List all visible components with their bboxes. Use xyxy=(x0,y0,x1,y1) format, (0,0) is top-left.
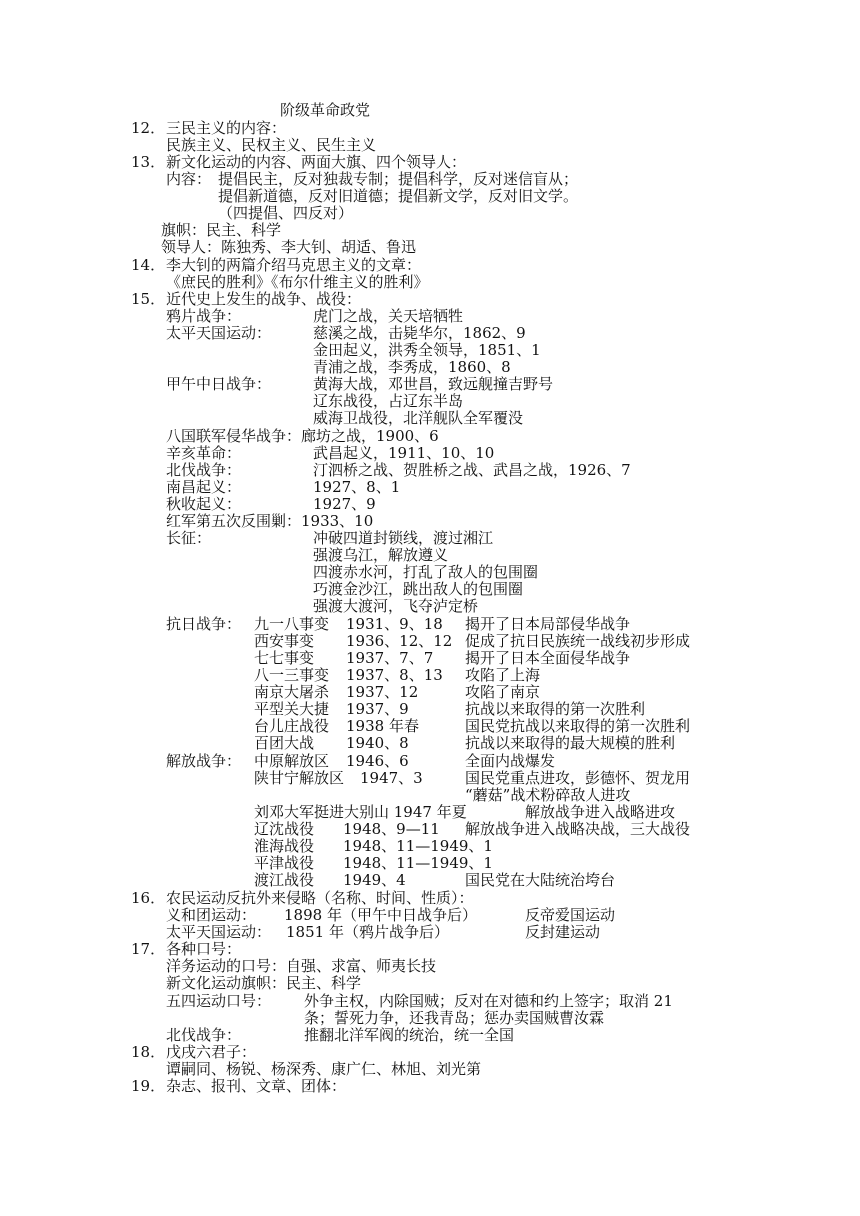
item-number-17: 17． xyxy=(131,940,166,958)
event-note: 解放战争进入战略进攻 xyxy=(525,803,676,821)
event-note: 揭开了日本全面侵华战争 xyxy=(465,649,631,667)
war-detail: 巧渡金沙江，跳出敌人的包围圈 xyxy=(313,580,524,598)
war-line: 红军第五次反围剿：1933、10 xyxy=(166,512,374,530)
event-name: 西安事变 xyxy=(254,632,315,650)
item-title-19: 杂志、报刊、文章、团体： xyxy=(166,1077,347,1095)
slogan-detail: 条；誓死力争，还我青岛；惩办卖国贼曹汝霖 xyxy=(304,1009,605,1027)
war-detail: 强渡大渡河，飞夺泸定桥 xyxy=(313,597,479,615)
event-note: 攻陷了南京 xyxy=(465,683,541,701)
event-note: “蘑菇”战术粉碎敌人进攻 xyxy=(465,786,631,804)
event-date: 1937、7、7 xyxy=(346,649,434,667)
event-date: 1946、6 xyxy=(346,752,409,770)
war-label: 辛亥革命： xyxy=(166,444,242,462)
item-number-15: 15． xyxy=(131,290,166,308)
event-date: 1931、9、18 xyxy=(346,615,443,633)
war-label: 南昌起义： xyxy=(166,478,242,496)
war-detail: 慈溪之战，击毙华尔，1862、9 xyxy=(313,324,526,342)
event-note: 国民党抗战以来取得的第一次胜利 xyxy=(465,717,691,735)
slogan-line: 洋务运动的口号：自强、求富、师夷长技 xyxy=(166,957,437,975)
slogan-line: 新文化运动旗帜：民主、科学 xyxy=(166,974,362,992)
item-title-15: 近代史上发生的战争、战役： xyxy=(166,290,362,308)
slogan-label: 北伐战争： xyxy=(166,1026,242,1044)
item-title-18: 戊戌六君子： xyxy=(166,1043,257,1061)
event-note: 解放战争进入战略决战，三大战役 xyxy=(465,820,691,838)
content-label: 内容： xyxy=(166,170,212,188)
war-line: 八国联军侵华战争：廊坊之战，1900、6 xyxy=(166,427,439,445)
event-note: 国民党重点进攻，彭德怀、贺龙用 xyxy=(465,769,691,787)
movement-label: 义和团运动： xyxy=(166,906,257,924)
event-date: 1940、8 xyxy=(346,734,409,752)
item-number-12: 12． xyxy=(131,119,166,137)
event-note: 抗战以来取得的第一次胜利 xyxy=(465,700,646,718)
item-title-14: 李大钊的两篇介绍马克思主义的文章： xyxy=(166,256,422,274)
movement-date: 1898 年（甲午中日战争后） xyxy=(284,906,477,924)
war-detail: 虎门之战，关天培牺牲 xyxy=(313,307,464,325)
content-summary: （四提倡、四反对） xyxy=(218,204,354,222)
event-date: 1936、12、12 xyxy=(346,632,453,650)
item-title-12: 三民主义的内容： xyxy=(166,119,287,137)
movement-date: 1851 年（鸦片战争后） xyxy=(286,923,449,941)
event-name: 平型关大捷 xyxy=(254,700,330,718)
event-name: 刘邓大军挺进大别山 1947 年夏 xyxy=(254,803,467,821)
event-name: 八一三事变 xyxy=(254,666,330,684)
event-name: 百团大战 xyxy=(254,734,315,752)
war-detail: 武昌起义，1911、10、10 xyxy=(313,444,495,462)
event-name: 南京大屠杀 xyxy=(254,683,330,701)
event-date: 1937、8、13 xyxy=(346,666,443,684)
event-name: 渡江战役 xyxy=(254,871,315,889)
item-body-14: 《庶民的胜利》《布尔什维主义的胜利》 xyxy=(166,273,429,291)
war-detail: 四渡赤水河，打乱了敌人的包围圈 xyxy=(313,563,539,581)
movement-nature: 反封建运动 xyxy=(525,923,601,941)
event-note: 攻陷了上海 xyxy=(465,666,541,684)
slogan-detail: 外争主权，内除国贼；反对在对德和约上签字；取消 21 xyxy=(304,992,673,1010)
event-name: 七七事变 xyxy=(254,649,315,667)
event-note: 揭开了日本局部侵华战争 xyxy=(465,615,631,633)
item-body-12: 民族主义、民权主义、民生主义 xyxy=(166,136,377,154)
event-date: 1949、4 xyxy=(343,871,406,889)
war-label: 长征： xyxy=(166,529,212,547)
leaders-line: 领导人：陈独秀、李大钊、胡适、鲁迅 xyxy=(161,238,417,256)
slogan-label: 五四运动口号： xyxy=(166,992,272,1010)
heading-continuation: 阶级革命政党 xyxy=(280,101,371,119)
item-number-14: 14． xyxy=(131,256,166,274)
item-title-13: 新文化运动的内容、两面大旗、四个领导人： xyxy=(166,153,467,171)
event-date: 1937、12 xyxy=(346,683,419,701)
event-name: 九一八事变 xyxy=(254,615,330,633)
war-detail: 强渡乌江，解放遵义 xyxy=(313,546,449,564)
event-date: 1948、9—11 xyxy=(343,820,440,838)
flag-line: 旗帜：民主、科学 xyxy=(161,221,282,239)
event-date: 1947、3 xyxy=(360,769,423,787)
event-name: 台儿庄战役 xyxy=(254,717,330,735)
event-name: 平津战役 xyxy=(254,854,315,872)
war-label: 解放战争： xyxy=(166,752,242,770)
war-detail: 冲破四道封锁线，渡过湘江 xyxy=(313,529,494,547)
war-detail: 辽东战役，占辽东半岛 xyxy=(313,392,464,410)
content-line: 提倡民主，反对独裁专制；提倡科学，反对迷信盲从； xyxy=(218,170,579,188)
event-note: 全面内战爆发 xyxy=(465,752,556,770)
war-detail: 1927、9 xyxy=(313,495,376,513)
war-label: 甲午中日战争： xyxy=(166,375,272,393)
war-detail: 黄海大战，邓世昌，致远舰撞吉野号 xyxy=(313,375,554,393)
event-date: 1948、11—1949、1 xyxy=(343,837,493,855)
war-label: 北伐战争： xyxy=(166,461,242,479)
event-name: 辽沈战役 xyxy=(254,820,315,838)
item-number-13: 13． xyxy=(131,153,166,171)
movement-label: 太平天国运动： xyxy=(166,923,272,941)
event-note: 国民党在大陆统治垮台 xyxy=(465,871,616,889)
event-date: 1937、9 xyxy=(346,700,409,718)
item-title-16: 农民运动反抗外来侵略（名称、时间、性质）： xyxy=(166,889,474,907)
event-name: 中原解放区 xyxy=(254,752,330,770)
event-name: 陕甘宁解放区 xyxy=(254,769,345,787)
war-detail: 威海卫战役，北洋舰队全军覆没 xyxy=(313,409,524,427)
war-label: 鸦片战争： xyxy=(166,307,242,325)
war-detail: 1927、8、1 xyxy=(313,478,401,496)
movement-nature: 反帝爱国运动 xyxy=(525,906,616,924)
item-title-17: 各种口号： xyxy=(166,940,242,958)
item-number-18: 18． xyxy=(131,1043,166,1061)
event-name: 淮海战役 xyxy=(254,837,315,855)
event-date: 1948、11—1949、1 xyxy=(343,854,493,872)
war-detail: 青浦之战，李秀成，1860、8 xyxy=(313,358,511,376)
event-note: 抗战以来取得的最大规模的胜利 xyxy=(465,734,676,752)
war-label: 秋收起义： xyxy=(166,495,242,513)
event-date: 1938 年春 xyxy=(346,717,419,735)
item-number-19: 19． xyxy=(131,1077,166,1095)
content-line: 提倡新道德，反对旧道德；提倡新文学，反对旧文学。 xyxy=(218,187,579,205)
war-label: 太平天国运动： xyxy=(166,324,272,342)
item-number-16: 16． xyxy=(131,889,166,907)
war-detail: 汀泗桥之战、贺胜桥之战、武昌之战，1926、7 xyxy=(313,461,631,479)
war-detail: 金田起义，洪秀全领导，1851、1 xyxy=(313,341,541,359)
slogan-detail: 推翻北洋军阀的统治，统一全国 xyxy=(304,1026,515,1044)
event-note: 促成了抗日民族统一战线初步形成 xyxy=(465,632,691,650)
item-body-18: 谭嗣同、杨锐、杨深秀、康广仁、林旭、刘光第 xyxy=(166,1060,482,1078)
war-label: 抗日战争： xyxy=(166,615,242,633)
